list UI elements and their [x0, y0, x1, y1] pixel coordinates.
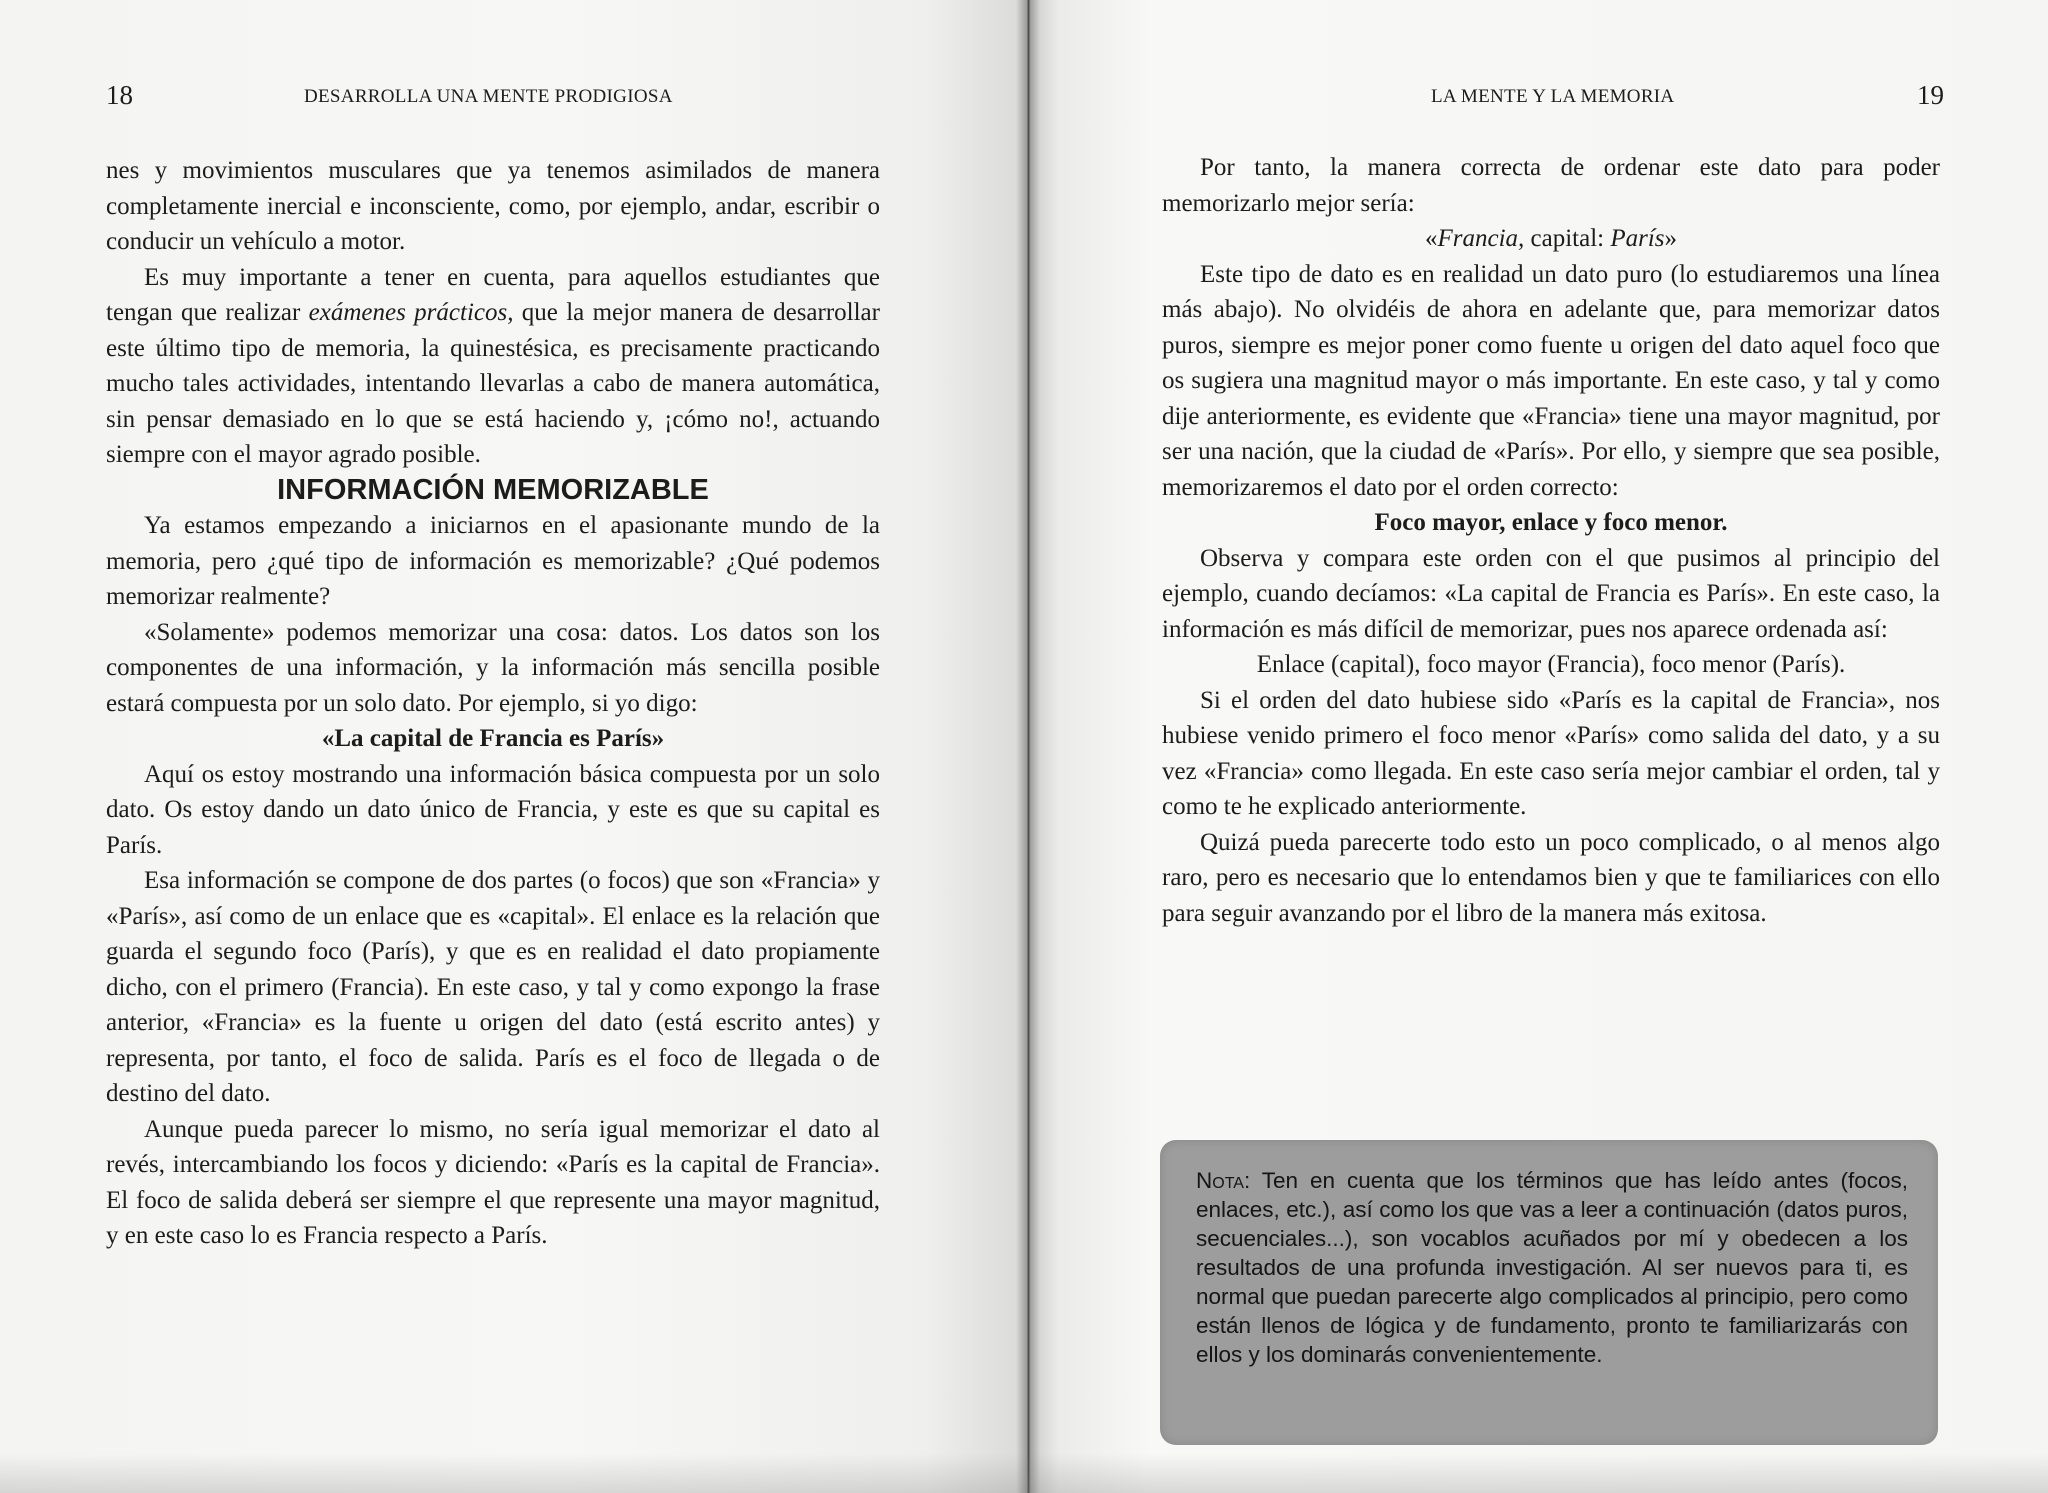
paragraph: Por tanto, la manera correcta de ordenar este dato para poder memorizarlo mejor sería:	[1162, 154, 1940, 217]
rule-statement: Foco mayor, enlace y foco menor.	[1374, 509, 1728, 536]
paragraph: Aunque pueda parecer lo mismo, no sería igual memorizar el dato al revés, intercambiando los focos y diciendo: «París es la capital de Francia». El foco de salida deberá ser siempre el que represente una mayor magnitud, y en este caso lo es Francia respecto a París.	[106, 1115, 880, 1249]
paragraph: Es muy importante a tener en cuenta, para aquellos estudiantes que tengan que realizar exámenes prácticos, que la mejor manera de desarrollar este último tipo de memoria, la quinestésica, es precisamente practicando mucho tales actividades, intentando llevarlas a cabo de manera automática, sin pensar demasiado en lo que se está haciendo y, ¡cómo no!, actuando siempre con el mayor agrado posible.	[106, 263, 880, 468]
left-page-body	[106, 153, 880, 1254]
paragraph: Observa y compara este orden con el que pusimos al principio del ejemplo, cuando decíamos: «La capital de Francia es París». En este caso, la información es más difícil de memorizar, pues nos aparece ordenada así:	[1162, 544, 1940, 643]
paragraph: Aquí os estoy mostrando una información básica compuesta por un solo dato. Os estoy dando un dato único de Francia, y este es que su capital es París.	[106, 760, 880, 859]
right-page-number: 19	[1917, 80, 1944, 110]
note-label: Nota:	[1196, 1168, 1251, 1193]
note-text: Nota: Ten en cuenta que los términos que has leído antes (focos, enlaces, etc.), así como los que vas a leer a continuación (datos puros, secuenciales...), son vocablos acuñados por mí y obedecen a los resultados de una profunda investigación. Al ser nuevos para ti, es normal que puedan parecerte algo complicados al principio, pero como están llenos de lógica y de fundamento, pronto te familiarizarás con ellos y los dominarás convenientemente.	[1196, 1168, 1908, 1367]
paragraph: Si el orden del dato hubiese sido «París es la capital de Francia», nos hubiese venido primero el foco menor «París» como salida del dato, y a su vez «Francia» como llegada. En este caso sería mejor cambiar el orden, tal y como te he explicado anteriormente.	[1162, 686, 1940, 820]
paragraph: Quizá pueda parecerte todo esto un poco complicado, o al menos algo raro, pero es necesario que lo entendamos bien y que te familiarices con ello para seguir avanzando por el libro de la manera más exitosa.	[1162, 828, 1940, 927]
paragraph: «Solamente» podemos memorizar una cosa: datos. Los datos son los componentes de una información, y la información más sencilla posible estará compuesta por un solo dato. Por ejemplo, si yo digo:	[106, 618, 880, 717]
section-heading: INFORMACIÓN MEMORIZABLE	[277, 473, 709, 506]
paragraph: Esa información se compone de dos partes (o focos) que son «Francia» y «París», así como de un enlace que es «capital». El enlace es la relación que guarda el segundo foco (París), y que es en realidad el dato propiamente dicho, con el primero (Francia). En este caso, y tal y como expongo la frase anterior, «Francia» es la fuente u origen del dato (está escrito antes) y representa, por tanto, el foco de salida. París es el foco de llegada o de destino del dato.	[106, 867, 880, 1107]
left-page-number: 18	[106, 80, 133, 110]
paragraph: Este tipo de dato es en realidad un dato puro (lo estudiaremos una línea más abajo). No olvidéis de ahora en adelante que, para memorizar datos puros, siempre es mejor poner como fuente u origen del dato aquel foco que os sugiera una magnitud mayor o más importante. En este caso, y tal y como dije anteriormente, es evidente que «Francia» tiene una mayor magnitud, por ser una nación, que la ciudad de «París». Por ello, y siempre que sea posible, memorizaremos el dato por el orden correcto:	[1162, 260, 1940, 501]
right-running-head: LA MENTE Y LA MEMORIA	[1431, 86, 1675, 107]
book-gutter	[1016, 0, 1040, 1493]
example-quote: «La capital de Francia es París»	[321, 725, 665, 752]
paragraph: Ya estamos empezando a iniciarnos en el apasionante mundo de la memoria, pero ¿qué tipo de información es memorizable? ¿Qué podemos memorizar realmente?	[106, 512, 880, 610]
left-running-head: DESARROLLA UNA MENTE PRODIGIOSA	[304, 86, 673, 107]
right-page-body	[1162, 150, 1940, 931]
order-example: Enlace (capital), foco mayor (Francia), foco menor (París).	[1256, 651, 1846, 678]
scan-shadow	[0, 1453, 2048, 1493]
ordered-quote: «Francia, capital: París»	[1424, 225, 1678, 252]
paragraph: nes y movimientos musculares que ya tenemos asimilados de manera completamente inercial e inconsciente, como, por ejemplo, andar, escribir o conducir un vehículo a motor.	[106, 157, 880, 255]
